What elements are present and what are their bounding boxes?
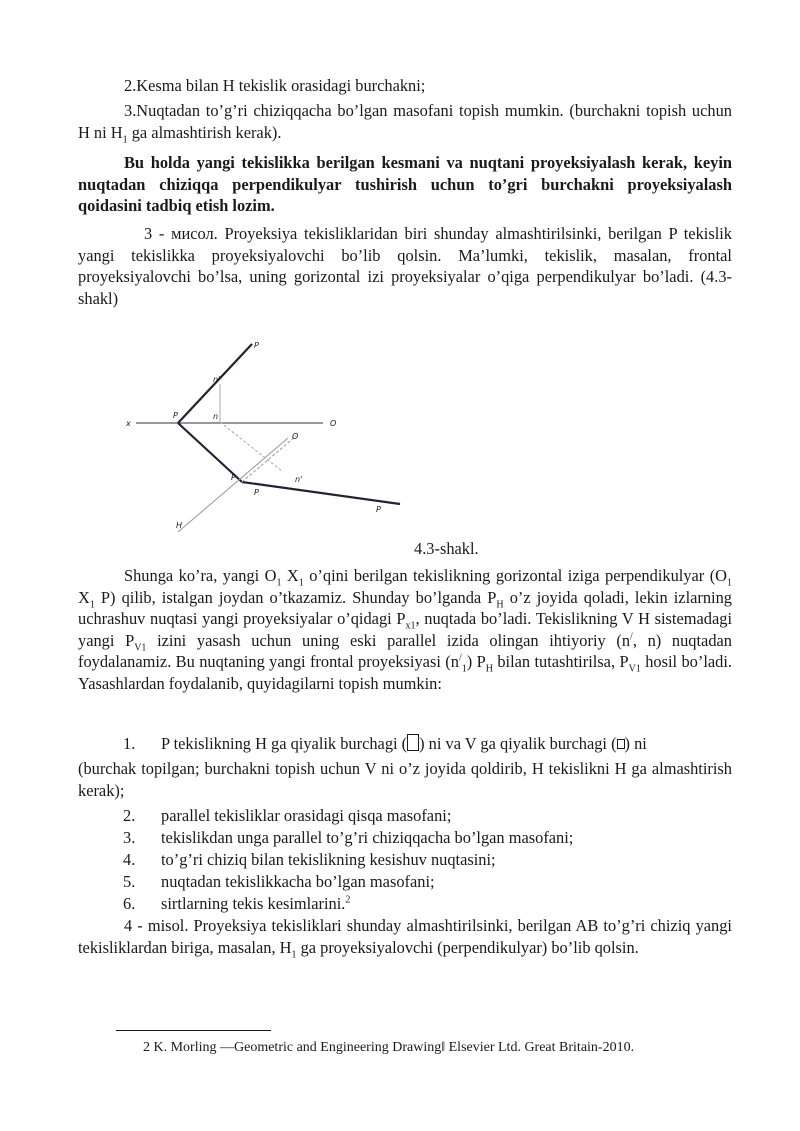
paragraph-shunga [78, 565, 732, 695]
subscript: H [496, 598, 504, 610]
text: o’z joyida qoladi, lekin izlarning uchrashuv nuqtasi yangi proyeksiyalar o’qidagi P [78, 587, 732, 629]
alpha-symbol-icon [407, 734, 419, 751]
paragraph-nuqtadan [78, 100, 732, 143]
subscript: 1 [291, 948, 297, 960]
label-o1: O [292, 432, 299, 441]
subscript: 1 [461, 663, 467, 675]
list-item-2 [123, 805, 451, 827]
text: P tekislikning H ga qiyalik burchagi ( [161, 734, 408, 753]
subscript: 1 [727, 577, 732, 589]
text: ) P [466, 652, 486, 672]
subscript: 1 [298, 577, 304, 589]
text: , n) nuqtadan foydalanamiz. Bu nuqtaning yangi frontal proyeksiyasi (n [78, 630, 732, 672]
list-item-1 [123, 733, 647, 755]
subscript: 1 [122, 133, 128, 145]
footnote-separator [116, 1030, 271, 1031]
paragraph-kesma [78, 75, 732, 97]
text: nuqtadan tekislikkacha bo’lgan masofani; [161, 872, 435, 891]
label-ph: P [254, 488, 259, 497]
subscript: x1 [405, 620, 416, 632]
text: 3 - мисол. Proyeksiya tekisliklaridan biri shunday almashtirilsinki, berilgan P tekislik yangi tekislikka proyeksiyalovchi bo’lib qolsin. Ma’lumki, tekislik, masalan, frontal proyeksiyalovchi bo’lsa, uning gorizontal izi proyeksiyalar o’qiga perpendikulyar bo’ladi. (4.3-shakl) [78, 224, 732, 308]
label-n: n [213, 412, 219, 421]
text: X [281, 566, 299, 585]
label-ph-end: P [376, 505, 381, 514]
text: ) ni [624, 734, 647, 753]
text: o’qini berilgan tekislikning gorizontal iziga perpendikulyar (O [303, 566, 727, 585]
list-item-5 [123, 871, 435, 893]
text: 4 - misol. Proyeksiya tekisliklari shunday almashtirilsinki, berilgan AB to’g’ri chiziq yangi tekisliklardan biriga, masalan, H [78, 916, 732, 957]
label-o: O [330, 419, 337, 428]
projection-diagram [118, 332, 418, 547]
paragraph-example-4 [78, 915, 732, 958]
list-item-3 [123, 827, 573, 849]
text: ) ni va V ga qiyalik burchagi ( [419, 734, 617, 753]
list-number: 5. [123, 872, 136, 891]
list-number: 4. [123, 850, 136, 869]
list-item-4 [123, 849, 496, 871]
superscript: / [458, 652, 462, 664]
text: tekislikdan unga parallel to’g’ri chiziqqacha bo’lgan masofani; [161, 828, 574, 847]
subscript: H [485, 663, 493, 675]
list-item-1-continuation [78, 758, 732, 801]
text: bilan tutashtirilsa, P [492, 652, 629, 672]
text: to’g’ri chiziq bilan tekislikning kesishuv nuqtasini; [161, 850, 496, 869]
text: ga proyeksiyalovchi (perpendikulyar) bo’lib qolsin. [296, 937, 639, 957]
projection-link-line [220, 422, 283, 472]
label-px: P [173, 411, 178, 420]
label-pv: P [254, 341, 259, 350]
beta-symbol-icon [617, 739, 625, 749]
text: (burchak topilgan; burchakni topish uchun V ni o’z joyida qoldirib, H tekislikni H ga almashtirish kerak); [78, 759, 732, 800]
ph-trace-line [242, 482, 400, 504]
subscript: 1 [276, 577, 282, 589]
figure-4-3 [118, 332, 418, 547]
footnote-ref: 2 [345, 894, 351, 906]
label-px1: P [231, 473, 236, 482]
bold-paragraph [78, 152, 732, 217]
text: Bu holda yangi tekislikka berilgan kesmani va nuqtani proyeksiyalash kerak, keyin nuqtadan chiziqqa perpendikulyar tushirish uchun to’gri burchakni proyeksiyalash qoidasini tadbiq etish lozim. [78, 153, 732, 216]
list-number: 2. [123, 806, 136, 825]
superscript: / [630, 631, 633, 643]
list-number: 6. [123, 894, 136, 913]
pv1-trace-line [242, 436, 296, 482]
list-item-6 [123, 893, 350, 915]
subscript: V1 [134, 642, 147, 654]
label-n-prime: n' [213, 375, 221, 384]
label-x: x [126, 419, 131, 428]
footnote: 2 K. Morling —Geometric and Engineering Drawing‖ Elsevier Ltd. Great Britain-2010. [143, 1040, 635, 1055]
text: izini yasash uchun uning eski parallel izida olingan ihtiyoriy (n [146, 630, 631, 650]
text: hosil bo’ladi. Yasashlardan foydalanib, quyidagilarni topish mumkin: [78, 652, 732, 693]
text: 3.Nuqtadan to’g’ri chiziqqacha bo’lgan masofani topish mumkin. (burchakni topish uchun H ni H [78, 101, 732, 142]
label-h: H [176, 521, 183, 530]
text: ga almashtirish kerak). [127, 122, 282, 142]
text: 2.Kesma bilan H tekislik orasidagi burchakni; [124, 76, 426, 95]
paragraph-example-3 [78, 223, 732, 309]
figure-caption: 4.3-shakl. [414, 539, 479, 558]
list-number: 1. [123, 734, 136, 753]
list-number: 3. [123, 828, 136, 847]
label-n1: n' [295, 475, 303, 484]
text: Shunga ko’ra, yangi O [124, 566, 277, 585]
text: P) qilib, istalgan joydan o’tkazamiz. Shunday bo’lganda P [94, 587, 497, 607]
text: , nuqtada bo’ladi. Tekislikning V H sistemadagi yangi P [78, 609, 732, 650]
subscript: 1 [89, 598, 95, 610]
text: sirtlarning tekis kesimlarini. [161, 894, 346, 913]
text: parallel tekisliklar orasidagi qisqa masofani; [161, 806, 452, 825]
text: X [78, 587, 90, 607]
subscript: V1 [628, 663, 641, 675]
